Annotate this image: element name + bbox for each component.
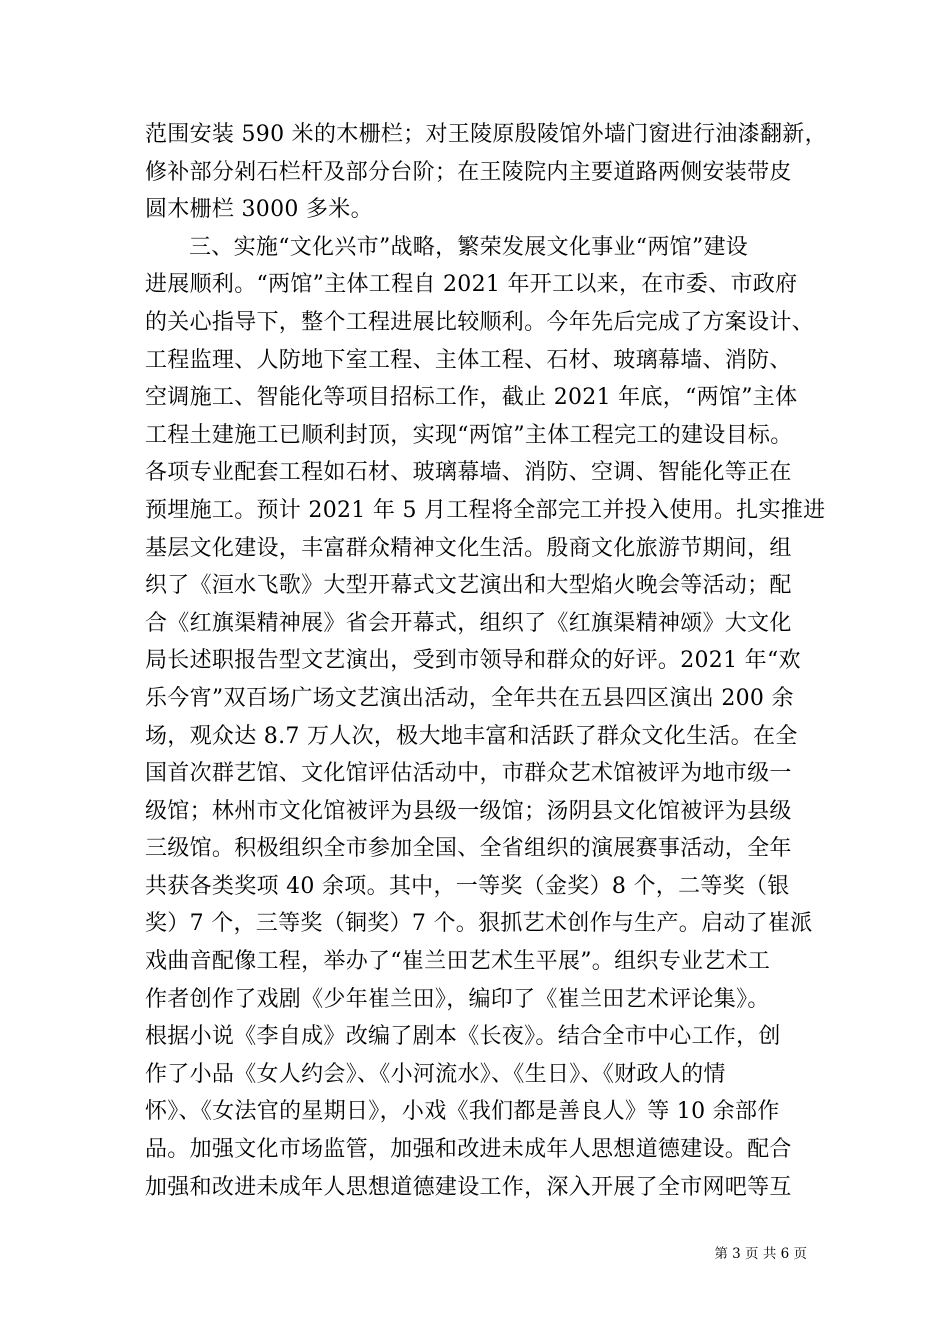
text-line: 加强和改进未成年人思想道德建设工作，深入开展了全市网吧等互 xyxy=(145,1174,792,1200)
section-heading-line: 三、实施“文化兴市”战略，繁荣发展文化事业“两馆”建设 xyxy=(189,234,749,260)
text-line: 预埋施工。预计 2021 年 5 月工程将全部完工并投入使用。扎实推进 xyxy=(145,497,826,523)
text-line: 品。加强文化市场监管，加强和改进未成年人思想道德建设。配合 xyxy=(145,1137,792,1163)
text-line: 局长述职报告型文艺演出，受到市领导和群众的好评。2021 年“欢 xyxy=(145,648,801,674)
text-line: 乐今宵”双百场广场文艺演出活动，全年共在五县四区演出 200 余 xyxy=(145,685,794,711)
text-line: 怀》、《女法官的星期日》，小戏《我们都是善良人》等 10 余部作 xyxy=(145,1099,780,1125)
text-line: 基层文化建设，丰富群众精神文化生活。殷商文化旅游节期间，组 xyxy=(145,535,792,561)
text-line: 作者创作了戏剧《少年崔兰田》，编印了《崔兰田艺术评论集》。 xyxy=(145,986,770,1012)
text-line: 作了小品《女人约会》、《小河流水》、《生日》、《财政人的情 xyxy=(145,1061,726,1087)
text-line: 合《红旗渠精神展》省会开幕式，组织了《红旗渠精神颂》大文化 xyxy=(145,610,792,636)
text-line: 场，观众达 8.7 万人次，极大地丰富和活跃了群众文化生活。在全 xyxy=(145,723,798,749)
text-line: 奖）7 个，三等奖（铜奖）7 个。狠抓艺术创作与生产。启动了崔派 xyxy=(145,911,813,937)
text-line: 织了《洹水飞歌》大型开幕式文艺演出和大型焰火晚会等活动；配 xyxy=(145,573,792,599)
text-line: 范围安装 590 米的木栅栏；对王陵原殷陵馆外墙门窗进行油漆翻新， xyxy=(145,122,827,147)
text-line: 进展顺利。“两馆”主体工程自 2021 年开工以来，在市委、市政府 xyxy=(145,272,798,298)
text-line: 级馆；林州市文化馆被评为县级一级馆；汤阴县文化馆被评为县级 xyxy=(145,798,792,824)
text-line: 根据小说《李自成》改编了剧本《长夜》。结合全市中心工作，创 xyxy=(145,1024,781,1050)
document-body xyxy=(145,116,827,1206)
text-line: 工程监理、人防地下室工程、主体工程、石材、玻璃幕墙、消防、 xyxy=(145,347,792,373)
text-line: 共获各类奖项 40 余项。其中，一等奖（金奖）8 个，二等奖（银 xyxy=(145,873,790,899)
text-line: 戏曲音配像工程，举办了“崔兰田艺术生平展”。组织专业艺术工 xyxy=(145,949,771,975)
text-line: 各项专业配套工程如石材、玻璃幕墙、消防、空调、智能化等正在 xyxy=(145,460,792,486)
text-line: 工程土建施工已顺利封顶，实现“两馆”主体工程完工的建设目标。 xyxy=(145,422,793,448)
text-line: 空调施工、智能化等项目招标工作，截止 2021 年底，“两馆”主体 xyxy=(145,385,798,411)
page-number: 第 3 页 共 6 页 xyxy=(714,1246,807,1262)
text-line: 修补部分剁石栏杆及部分台阶；在王陵院内主要道路两侧安装带皮 xyxy=(145,159,792,185)
text-line: 三级馆。积极组织全市参加全国、全省组织的演展赛事活动，全年 xyxy=(145,836,792,862)
text-line: 圆木栅栏 3000 多米。 xyxy=(145,197,373,223)
text-line: 国首次群艺馆、文化馆评估活动中，市群众艺术馆被评为地市级一 xyxy=(145,761,792,787)
text-line: 的关心指导下，整个工程进展比较顺利。今年先后完成了方案设计、 xyxy=(145,309,815,335)
